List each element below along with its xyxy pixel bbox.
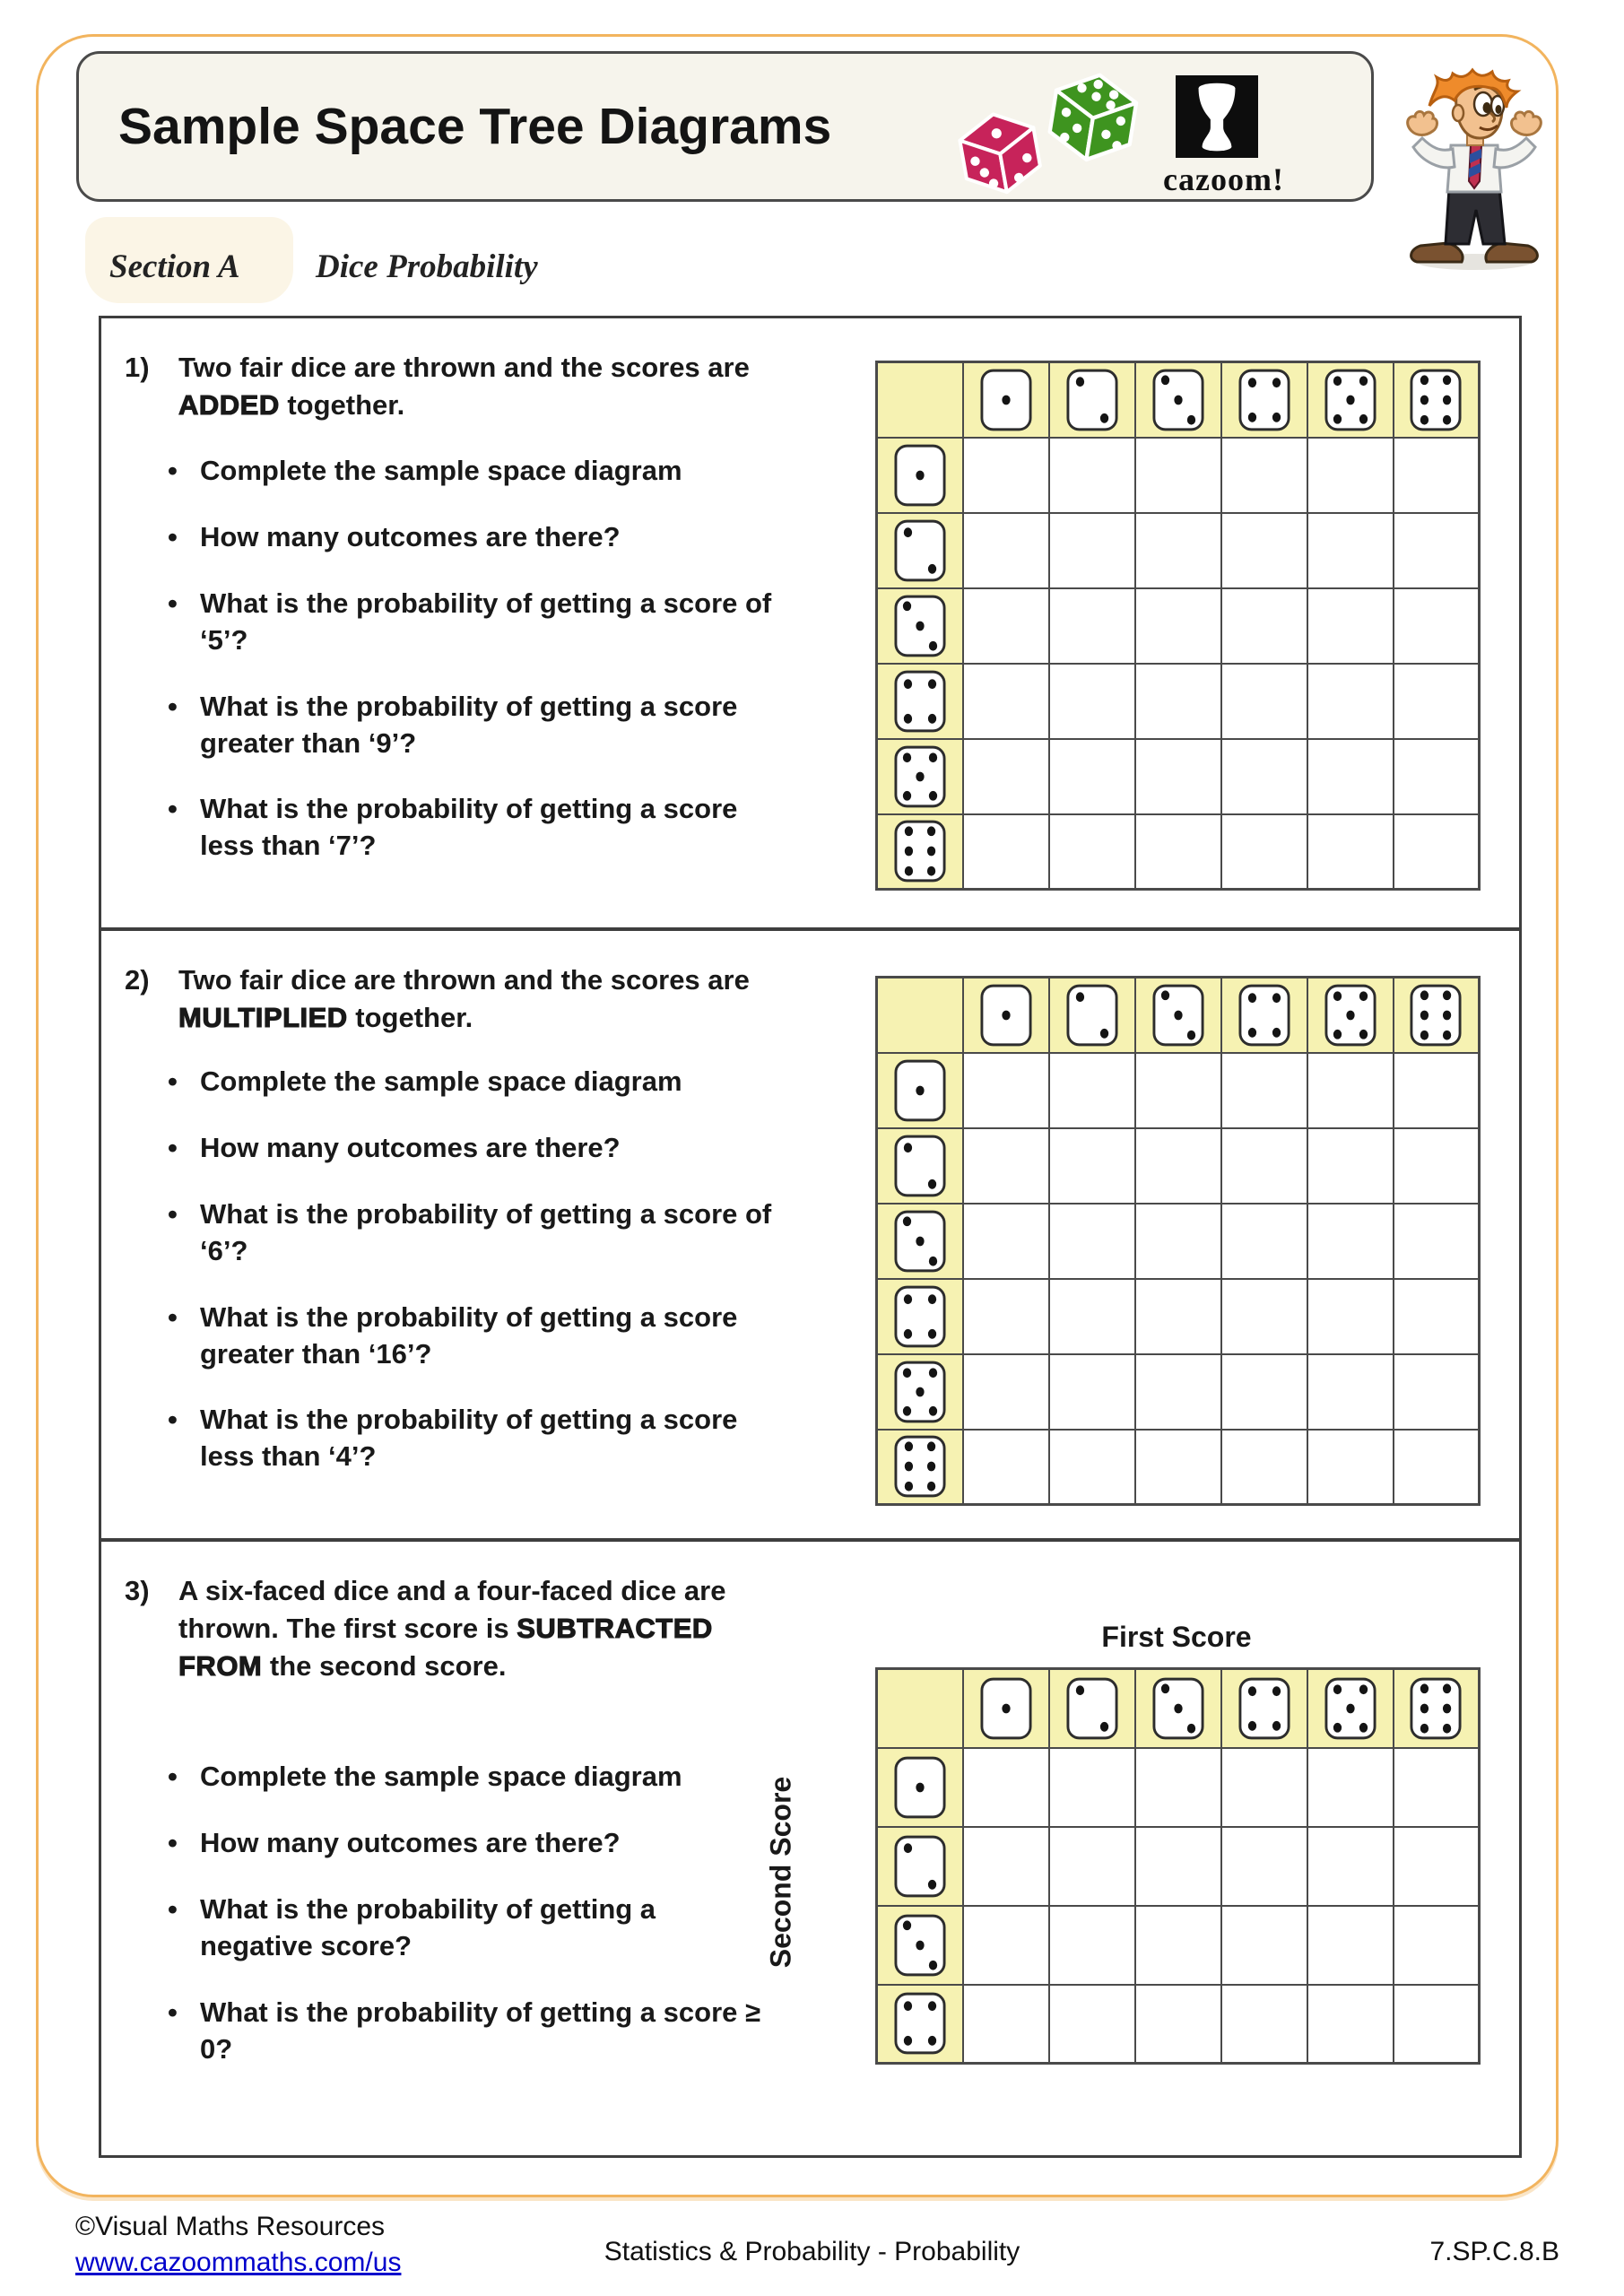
answer-cell-r6c5[interactable]: [1307, 1430, 1394, 1505]
answer-cell-r6c2[interactable]: [1049, 1430, 1135, 1505]
question-text: Two fair dice are thrown and the scores are MULTIPLIED together.: [178, 964, 750, 1033]
die-face-2: [894, 519, 946, 582]
die-face-5: [894, 745, 946, 808]
die-6-row-header: [877, 1430, 963, 1505]
die-face-4: [894, 1992, 946, 2055]
answer-cell-r3c6[interactable]: [1394, 1906, 1480, 1985]
question-3-intro: [125, 1572, 842, 1685]
answer-cell-r4c4[interactable]: [1221, 664, 1307, 739]
answer-cell-r6c1[interactable]: [963, 1430, 1049, 1505]
question-text: A six-faced dice and a four-faced dice are thrown. The first score is SUBTRACTED FROM the second score.: [178, 1575, 726, 1682]
answer-cell-r2c3[interactable]: [1135, 513, 1221, 588]
answer-cell-r3c2[interactable]: [1049, 1204, 1135, 1279]
bullet-item: [168, 1892, 831, 1965]
die-1-column-header: [963, 978, 1049, 1053]
answer-cell-r1c3[interactable]: [1135, 1053, 1221, 1128]
bullet-icon: •: [168, 455, 178, 486]
die-1-column-header: [963, 1669, 1049, 1748]
bullet-item: [168, 1759, 831, 1796]
answer-cell-r5c3[interactable]: [1135, 739, 1221, 814]
header-icons: [957, 63, 1316, 197]
die-3-column-header: [1135, 978, 1221, 1053]
bullet-item: [168, 586, 831, 659]
answer-cell-r2c2[interactable]: [1049, 1827, 1135, 1906]
answer-cell-r3c1[interactable]: [963, 1906, 1049, 1985]
die-2-row-header: [877, 513, 963, 588]
question-2-bullets: [168, 1064, 831, 1505]
answer-cell-r3c1[interactable]: [963, 1204, 1049, 1279]
die-3-column-header: [1135, 362, 1221, 438]
answer-cell-r3c6[interactable]: [1394, 1204, 1480, 1279]
answer-cell-r3c1[interactable]: [963, 588, 1049, 664]
bullet-text: What is the probability of getting a score of ‘6’?: [200, 1197, 772, 1266]
question-number: 3): [125, 1575, 150, 1606]
bullet-item: [168, 1825, 831, 1862]
bullet-icon: •: [168, 1404, 178, 1436]
answer-cell-r2c6[interactable]: [1394, 513, 1480, 588]
answer-cell-r5c2[interactable]: [1049, 739, 1135, 814]
question-2: [101, 931, 1519, 1542]
bullet-text: Complete the sample space diagram: [200, 1761, 682, 1792]
footer-website-link[interactable]: www.cazoommaths.com/us: [75, 2248, 402, 2277]
bullet-text: What is the probability of getting a score greater than ‘16’?: [200, 1300, 738, 1370]
die-3-row-header: [877, 1906, 963, 1985]
question-number: 1): [125, 352, 150, 383]
answer-cell-r6c4[interactable]: [1221, 814, 1307, 890]
answer-cell-r1c2[interactable]: [1049, 438, 1135, 513]
answer-cell-r5c6[interactable]: [1394, 739, 1480, 814]
die-face-2: [1066, 984, 1118, 1047]
die-face-4: [1238, 369, 1290, 431]
answer-cell-r1c4[interactable]: [1221, 1748, 1307, 1827]
answer-cell-r2c1[interactable]: [963, 1128, 1049, 1204]
bullet-text: What is the probability of getting a score less than ‘4’?: [200, 1404, 738, 1473]
answer-cell-r6c5[interactable]: [1307, 814, 1394, 890]
answer-cell-r4c6[interactable]: [1394, 1985, 1480, 2064]
answer-cell-r1c1[interactable]: [963, 1053, 1049, 1128]
answer-cell-r6c1[interactable]: [963, 814, 1049, 890]
answer-cell-r1c1[interactable]: [963, 1748, 1049, 1827]
answer-cell-r5c1[interactable]: [963, 739, 1049, 814]
die-4-row-header: [877, 1985, 963, 2064]
answer-cell-r1c4[interactable]: [1221, 438, 1307, 513]
die-face-4: [1238, 1677, 1290, 1740]
answer-cell-r6c6[interactable]: [1394, 814, 1480, 890]
answer-cell-r1c5[interactable]: [1307, 1748, 1394, 1827]
die-face-3: [1152, 984, 1204, 1047]
answer-cell-r3c3[interactable]: [1135, 1906, 1221, 1985]
answer-cell-r3c5[interactable]: [1307, 1204, 1394, 1279]
answer-cell-r3c2[interactable]: [1049, 588, 1135, 664]
die-face-1: [980, 1677, 1032, 1740]
answer-cell-r1c2[interactable]: [1049, 1053, 1135, 1128]
answer-cell-r3c3[interactable]: [1135, 1204, 1221, 1279]
question-1-bullets: [168, 453, 831, 894]
answer-cell-r6c2[interactable]: [1049, 814, 1135, 890]
die-face-6: [894, 820, 946, 883]
section-label: Section A: [109, 248, 240, 285]
keyword: MULTIPLIED: [178, 1001, 348, 1033]
grid-corner-cell: [877, 362, 963, 438]
die-1-row-header: [877, 438, 963, 513]
cazoom-logo: [1163, 75, 1284, 198]
answer-cell-r2c1[interactable]: [963, 1827, 1049, 1906]
bullet-icon: •: [168, 1892, 178, 1925]
answer-cell-r4c5[interactable]: [1307, 1279, 1394, 1354]
die-3-row-header: [877, 588, 963, 664]
bullet-icon: •: [168, 1826, 178, 1858]
answer-cell-r2c4[interactable]: [1221, 1827, 1307, 1906]
bullet-text: Complete the sample space diagram: [200, 1065, 682, 1097]
question-2-grid: [875, 976, 1481, 1506]
die-face-6: [1410, 369, 1462, 431]
answer-cell-r4c5[interactable]: [1307, 1985, 1394, 2064]
die-face-2: [894, 1835, 946, 1898]
die-face-1: [894, 1756, 946, 1819]
die-face-1: [980, 369, 1032, 431]
die-4-row-header: [877, 664, 963, 739]
answer-cell-r2c1[interactable]: [963, 513, 1049, 588]
die-6-column-header: [1394, 1669, 1480, 1748]
footer-topic: Statistics & Probability - Probability: [604, 2237, 1020, 2266]
die-1-row-header: [877, 1748, 963, 1827]
die-1-column-header: [963, 362, 1049, 438]
die-4-column-header: [1221, 362, 1307, 438]
die-face-3: [894, 595, 946, 657]
die-face-1: [894, 1059, 946, 1122]
answer-cell-r3c5[interactable]: [1307, 1906, 1394, 1985]
question-text: Two fair dice are thrown and the scores are ADDED together.: [178, 352, 750, 421]
grid-corner-cell: [877, 1669, 963, 1748]
bullet-item: [168, 519, 831, 556]
bullet-icon: •: [168, 1197, 178, 1230]
die-5-column-header: [1307, 362, 1394, 438]
worksheet-body: [99, 316, 1522, 2158]
bullet-item: [168, 791, 831, 865]
answer-cell-r1c1[interactable]: [963, 438, 1049, 513]
bullet-text: What is the probability of getting a score less than ‘7’?: [200, 793, 738, 862]
die-5-column-header: [1307, 978, 1394, 1053]
die-face-2: [894, 1135, 946, 1197]
question-1-grid: [875, 361, 1481, 891]
die-face-2: [1066, 369, 1118, 431]
sample-space-table: [875, 1667, 1481, 2065]
question-3-grid: [875, 1667, 1481, 2065]
die-face-6: [894, 1435, 946, 1498]
answer-cell-r2c6[interactable]: [1394, 1827, 1480, 1906]
answer-cell-r5c5[interactable]: [1307, 1354, 1394, 1430]
bullet-item: [168, 453, 831, 490]
bullet-text: How many outcomes are there?: [200, 1131, 621, 1163]
die-face-4: [894, 1285, 946, 1348]
answer-cell-r1c4[interactable]: [1221, 1053, 1307, 1128]
keyword: ADDED: [178, 388, 280, 421]
answer-cell-r1c3[interactable]: [1135, 1748, 1221, 1827]
die-5-row-header: [877, 739, 963, 814]
answer-cell-r5c1[interactable]: [963, 1354, 1049, 1430]
die-6-row-header: [877, 814, 963, 890]
answer-cell-r4c3[interactable]: [1135, 664, 1221, 739]
sample-space-table: [875, 361, 1481, 891]
answer-cell-r2c6[interactable]: [1394, 1128, 1480, 1204]
bullet-icon: •: [168, 1761, 178, 1792]
answer-cell-r4c3[interactable]: [1135, 1279, 1221, 1354]
die-face-4: [894, 670, 946, 733]
answer-cell-r2c5[interactable]: [1307, 1827, 1394, 1906]
question-1: [101, 318, 1519, 931]
answer-cell-r5c3[interactable]: [1135, 1354, 1221, 1430]
answer-cell-r1c2[interactable]: [1049, 1748, 1135, 1827]
die-6-column-header: [1394, 362, 1480, 438]
grid-corner-cell: [877, 978, 963, 1053]
question-2-intro: [125, 961, 842, 1037]
answer-cell-r4c4[interactable]: [1221, 1985, 1307, 2064]
answer-cell-r1c6[interactable]: [1394, 1748, 1480, 1827]
die-2-column-header: [1049, 978, 1135, 1053]
bullet-icon: •: [168, 793, 178, 825]
bullet-item: [168, 1300, 831, 1373]
bullet-text: What is the probability of getting a score greater than ‘9’?: [200, 690, 738, 759]
bullet-item: [168, 1402, 831, 1475]
answer-cell-r4c4[interactable]: [1221, 1279, 1307, 1354]
die-face-2: [1066, 1677, 1118, 1740]
question-number: 2): [125, 964, 150, 996]
die-6-column-header: [1394, 978, 1480, 1053]
die-2-column-header: [1049, 1669, 1135, 1748]
answer-cell-r4c3[interactable]: [1135, 1985, 1221, 2064]
answer-cell-r2c3[interactable]: [1135, 1827, 1221, 1906]
answer-cell-r2c5[interactable]: [1307, 513, 1394, 588]
answer-cell-r6c4[interactable]: [1221, 1430, 1307, 1505]
answer-cell-r6c3[interactable]: [1135, 814, 1221, 890]
answer-cell-r4c2[interactable]: [1049, 664, 1135, 739]
first-score-axis-label: First Score: [1101, 1621, 1252, 1653]
bullet-item: [168, 1130, 831, 1167]
answer-cell-r2c4[interactable]: [1221, 513, 1307, 588]
bullet-item: [168, 689, 831, 762]
bullet-item: [168, 1995, 831, 2068]
bullet-text: What is the probability of getting a score of ‘5’?: [200, 587, 772, 656]
die-face-4: [1238, 984, 1290, 1047]
keyword: SUBTRACTED FROM: [178, 1612, 713, 1682]
bullet-icon: •: [168, 1996, 178, 2028]
answer-cell-r3c4[interactable]: [1221, 1204, 1307, 1279]
die-5-column-header: [1307, 1669, 1394, 1748]
bullet-text: How many outcomes are there?: [200, 520, 621, 552]
die-3-row-header: [877, 1204, 963, 1279]
die-face-5: [1324, 369, 1376, 431]
answer-cell-r5c2[interactable]: [1049, 1354, 1135, 1430]
answer-cell-r1c3[interactable]: [1135, 438, 1221, 513]
answer-cell-r2c5[interactable]: [1307, 1128, 1394, 1204]
answer-cell-r3c3[interactable]: [1135, 588, 1221, 664]
answer-cell-r4c2[interactable]: [1049, 1279, 1135, 1354]
die-face-3: [1152, 1677, 1204, 1740]
worksheet-header: [76, 51, 1374, 202]
bullet-icon: •: [168, 1300, 178, 1333]
answer-cell-r4c6[interactable]: [1394, 1279, 1480, 1354]
answer-cell-r1c6[interactable]: [1394, 438, 1480, 513]
answer-cell-r6c3[interactable]: [1135, 1430, 1221, 1505]
answer-cell-r3c4[interactable]: [1221, 1906, 1307, 1985]
die-3-column-header: [1135, 1669, 1221, 1748]
die-face-3: [894, 1914, 946, 1977]
die-4-row-header: [877, 1279, 963, 1354]
answer-cell-r1c5[interactable]: [1307, 438, 1394, 513]
answer-cell-r4c1[interactable]: [963, 1985, 1049, 2064]
bullet-item: [168, 1196, 831, 1270]
answer-cell-r5c4[interactable]: [1221, 739, 1307, 814]
answer-cell-r6c6[interactable]: [1394, 1430, 1480, 1505]
bullet-icon: •: [168, 1131, 178, 1163]
bullet-icon: •: [168, 587, 178, 619]
answer-cell-r4c1[interactable]: [963, 1279, 1049, 1354]
answer-cell-r5c5[interactable]: [1307, 739, 1394, 814]
answer-cell-r4c5[interactable]: [1307, 664, 1394, 739]
question-3-bullets: [168, 1759, 831, 2097]
answer-cell-r2c4[interactable]: [1221, 1128, 1307, 1204]
die-4-column-header: [1221, 1669, 1307, 1748]
die-1-row-header: [877, 1053, 963, 1128]
die-2-row-header: [877, 1827, 963, 1906]
answer-cell-r3c4[interactable]: [1221, 588, 1307, 664]
die-face-5: [1324, 984, 1376, 1047]
answer-cell-r1c6[interactable]: [1394, 1053, 1480, 1128]
answer-cell-r5c6[interactable]: [1394, 1354, 1480, 1430]
red-dice-icon: [950, 102, 1049, 202]
answer-cell-r1c5[interactable]: [1307, 1053, 1394, 1128]
cazoom-logo-text: cazoom!: [1163, 161, 1284, 197]
answer-cell-r3c5[interactable]: [1307, 588, 1394, 664]
second-score-axis-label: Second Score: [764, 1776, 797, 1969]
die-face-1: [980, 984, 1032, 1047]
die-2-row-header: [877, 1128, 963, 1204]
mascot-character: [1397, 61, 1551, 274]
die-2-column-header: [1049, 362, 1135, 438]
bullet-icon: •: [168, 690, 178, 722]
question-3: [101, 1542, 1519, 2148]
answer-cell-r3c6[interactable]: [1394, 588, 1480, 664]
page-title: Sample Space Tree Diagrams: [118, 98, 832, 155]
question-1-intro: [125, 349, 842, 424]
cazoom-drum-icon: [1176, 75, 1258, 158]
die-face-1: [894, 444, 946, 507]
section-topic: Dice Probability: [316, 248, 538, 285]
answer-cell-r4c6[interactable]: [1394, 664, 1480, 739]
answer-cell-r4c1[interactable]: [963, 664, 1049, 739]
die-face-6: [1410, 984, 1462, 1047]
die-5-row-header: [877, 1354, 963, 1430]
bullet-text: What is the probability of getting a score ≥ 0?: [200, 1996, 761, 2065]
green-dice-icon: [1040, 64, 1147, 170]
die-face-5: [894, 1361, 946, 1423]
answer-cell-r2c2[interactable]: [1049, 513, 1135, 588]
die-face-5: [1324, 1677, 1376, 1740]
bullet-item: [168, 1064, 831, 1100]
answer-cell-r4c2[interactable]: [1049, 1985, 1135, 2064]
answer-cell-r5c4[interactable]: [1221, 1354, 1307, 1430]
answer-cell-r2c2[interactable]: [1049, 1128, 1135, 1204]
bullet-text: What is the probability of getting a negative score?: [200, 1892, 656, 1961]
die-face-3: [894, 1210, 946, 1273]
answer-cell-r2c3[interactable]: [1135, 1128, 1221, 1204]
bullet-icon: •: [168, 1065, 178, 1097]
die-face-3: [1152, 369, 1204, 431]
sample-space-table: [875, 976, 1481, 1506]
footer-standard-code: 7.SP.C.8.B: [1429, 2237, 1559, 2266]
die-4-column-header: [1221, 978, 1307, 1053]
bullet-icon: •: [168, 520, 178, 552]
die-face-6: [1410, 1677, 1462, 1740]
footer-copyright: ©Visual Maths Resources: [75, 2212, 386, 2241]
answer-cell-r3c2[interactable]: [1049, 1906, 1135, 1985]
bullet-text: How many outcomes are there?: [200, 1826, 621, 1858]
bullet-text: Complete the sample space diagram: [200, 455, 682, 486]
